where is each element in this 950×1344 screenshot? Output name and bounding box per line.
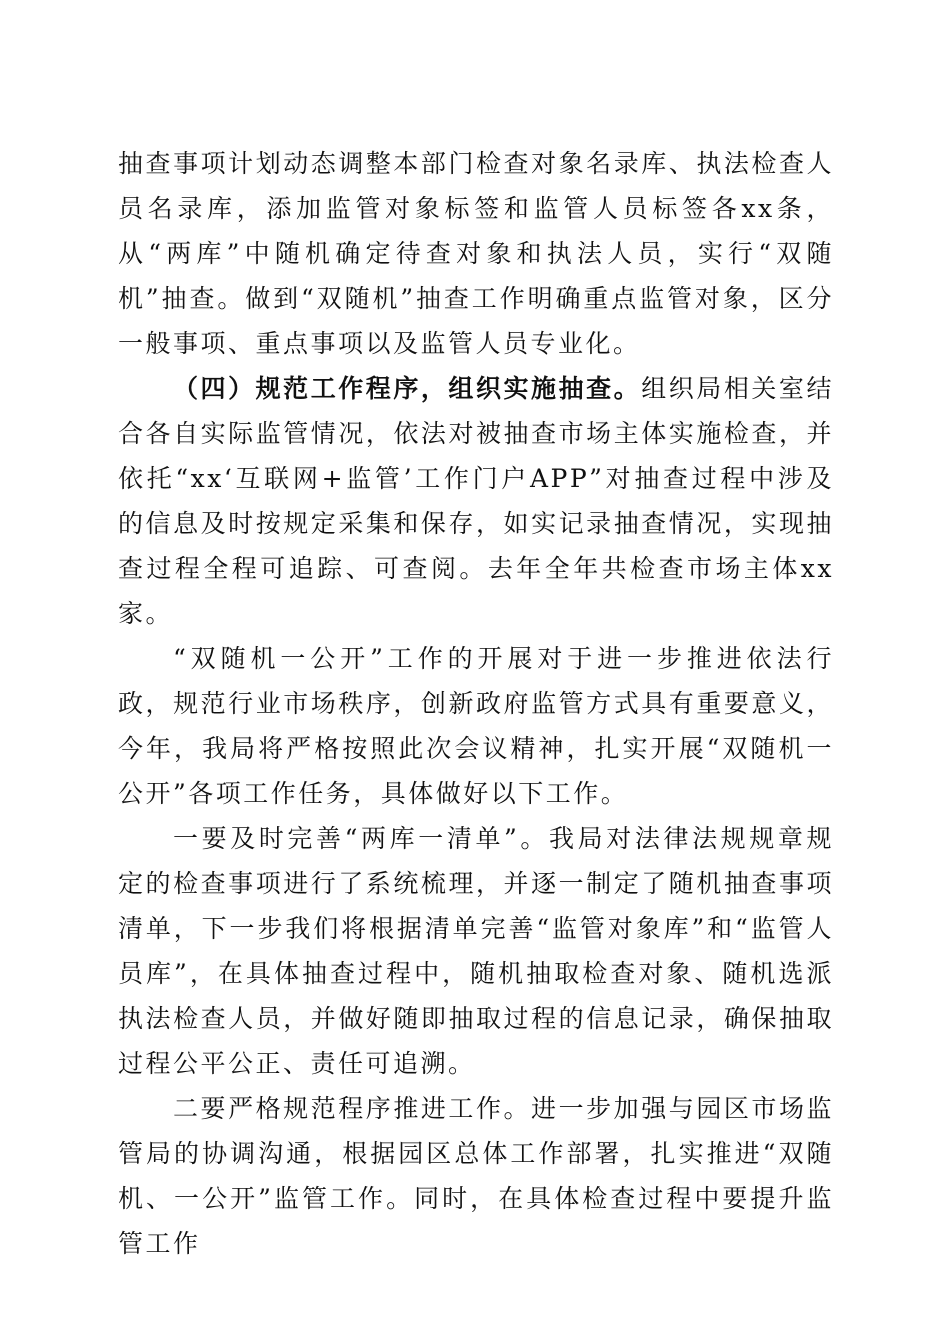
paragraph-item-two (118, 1086, 834, 1266)
document-body (118, 141, 834, 1266)
paragraph-text: 二要严格规范程序推进工作。进一步加强与园区市场监管局的协调沟通，根据园区总体工作部署，扎实推进“双随机、一公开”监管工作。同时，在具体检查过程中要提升监管工作 (118, 1094, 834, 1258)
paragraph-text: “双随机一公开”工作的开展对于进一步推进依法行政，规范行业市场秩序，创新政府监管方式具有重要意义，今年，我局将严格按照此次会议精神，扎实开展“双随机一公开”各项工作任务，具体做好以下工作。 (118, 644, 834, 808)
section-heading-four: （四）规范工作程序，组织实施抽查。 (173, 374, 642, 403)
paragraph-continuation (118, 141, 834, 366)
paragraph-text: 抽查事项计划动态调整本部门检查对象名录库、执法检查人员名录库，添加监管对象标签和监管人员标签各xx条，从“两库”中随机确定待查对象和执法人员，实行“双随机”抽查。做到“双随机”抽查工作明确重点监管对象，区分一般事项、重点事项以及监管人员专业化。 (118, 149, 834, 358)
paragraph-significance (118, 636, 834, 816)
paragraph-section-four (118, 366, 834, 636)
paragraph-text: 组织局相关室结合各自实际监管情况，依法对被抽查市场主体实施检查，并依托“xx‘互联网+监管’工作门户APP”对抽查过程中涉及的信息及时按规定采集和保存，如实记录抽查情况，实现抽查过程全程可追踪、可查阅。去年全年共检查市场主体xx家。 (118, 374, 834, 628)
paragraph-text: 一要及时完善“两库一清单”。我局对法律法规规章规定的检查事项进行了系统梳理，并逐一制定了随机抽查事项清单，下一步我们将根据清单完善“监管对象库”和“监管人员库”，在具体抽查过程中，随机抽取检查对象、随机选派执法检查人员，并做好随即抽取过程的信息记录，确保抽取过程公平公正、责任可追溯。 (118, 824, 834, 1078)
paragraph-item-one (118, 816, 834, 1086)
